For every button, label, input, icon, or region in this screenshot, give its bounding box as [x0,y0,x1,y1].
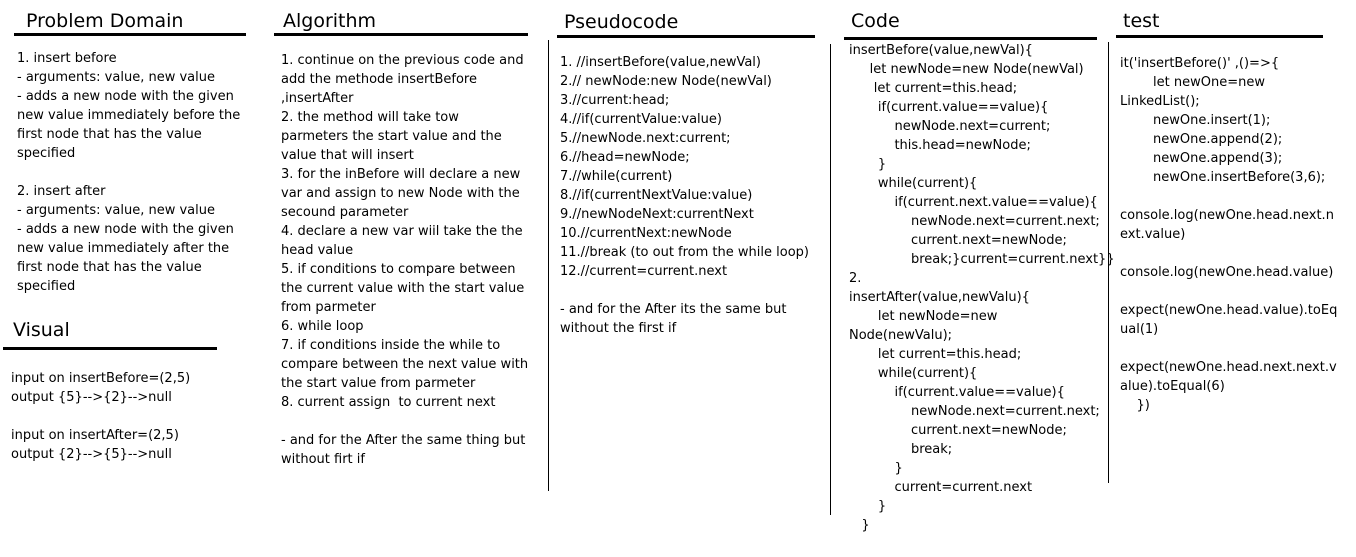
text-line: specified [17,146,76,161]
text-line: newNode.next=current.next; [849,404,1100,419]
text-line: 4.//if(currentValue:value) [560,112,722,127]
text-line: newNode.next=current; [849,119,1051,134]
text-line: Node(newValu); [849,328,953,343]
text-line [17,163,240,182]
text-line: output {5}-->{2}-->null [11,390,172,405]
text-line: this.head=newNode; [849,138,1031,153]
code-underline [844,37,1097,40]
pseudocode-text [560,53,809,338]
text-line: if(current.next.value==value){ [849,195,1098,210]
text-line: current.next=newNode; [849,233,1067,248]
text-line: first node that has the value [17,260,202,275]
text-line [1120,339,1337,358]
text-line: current=current.next [849,480,1033,495]
text-line: 9.//newNodeNext:currentNext [560,207,754,222]
text-line [281,412,528,431]
code-left-divider [830,44,831,515]
text-line: without firt if [281,452,365,467]
code-header: Code [851,10,900,32]
code-text [849,41,1115,535]
text-line: 5.//newNode.next:current; [560,131,731,146]
text-line: newOne.append(3); [1120,151,1283,166]
text-line: insertBefore(value,newVal){ [849,43,1033,58]
text-line: newOne.insertBefore(3,6); [1120,170,1326,185]
text-line: 8. current assign to current next [281,395,496,410]
text-line: if(current.value==value){ [849,385,1065,400]
pseudocode-left-divider [548,40,549,491]
visual-underline [3,347,217,350]
text-line: the current value with the start value [281,281,525,296]
text-line: LinkedList(); [1120,94,1200,109]
text-line [560,281,809,300]
text-line: 2. insert after [17,184,106,199]
text-line: 1. insert before [17,51,117,66]
text-line: - and for the After the same thing but [281,433,526,448]
text-line: }) [1120,398,1150,413]
text-line: console.log(newOne.head.next.n [1120,208,1334,223]
text-line: 2. the method will take tow [281,110,459,125]
text-line: } [849,499,887,514]
text-line: head value [281,243,354,258]
text-line: ext.value) [1120,227,1186,242]
problem-domain-underline [14,33,246,36]
text-line: expect(newOne.head.value).toEq [1120,303,1338,318]
text-line: secound parameter [281,205,409,220]
text-line: input on insertBefore=(2,5) [11,371,191,386]
text-line: } [849,157,887,172]
text-line: 3. for the inBefore will declare a new [281,167,521,182]
pseudocode-header: Pseudocode [564,11,679,33]
text-line: - arguments: value, new value [17,203,215,218]
text-line: insertAfter(value,newValu){ [849,290,1030,305]
text-line: let current=this.head; [849,347,1022,362]
text-line: 1. //insertBefore(value,newVal) [560,55,761,70]
text-line: 8.//if(currentNextValue:value) [560,188,753,203]
text-line: let current=this.head; [849,81,1018,96]
text-line: 7. if conditions inside the while to [281,338,501,353]
text-line: } [849,518,870,533]
text-line: new value immediately before the [17,108,241,123]
text-line: 1. continue on the previous code and [281,53,524,68]
text-line: newNode.next=current.next; [849,214,1100,229]
text-line: break; [849,442,953,457]
text-line: 2. [849,271,862,286]
text-line: 11.//break (to out from the while loop) [560,245,809,260]
text-line: 2.// newNode:new Node(newVal) [560,74,772,89]
text-line: while(current){ [849,176,978,191]
text-line: - adds a new node with the given [17,89,234,104]
algorithm-text [281,51,528,469]
text-line: new value immediately after the [17,241,230,256]
text-line: console.log(newOne.head.value) [1120,265,1334,280]
text-line: current.next=newNode; [849,423,1067,438]
text-line: 6.//head=newNode; [560,150,690,165]
text-line: while(current){ [849,366,978,381]
text-line: 5. if conditions to compare between [281,262,516,277]
text-line [11,407,190,426]
test-text [1120,54,1337,415]
text-line: let newNode=new Node(newVal) [849,62,1084,77]
text-line [1120,282,1337,301]
text-line: let newNode=new [849,309,998,324]
text-line: newOne.insert(1); [1120,113,1271,128]
text-line: from parmeter [281,300,376,315]
text-line: specified [17,279,76,294]
text-line: if(current.value==value){ [849,100,1049,115]
text-line: 4. declare a new var wiil take the the [281,224,523,239]
pseudocode-underline [557,35,815,38]
visual-text [11,369,190,464]
text-line: expect(newOne.head.next.next.v [1120,360,1337,375]
text-line: first node that has the value [17,127,202,142]
text-line: parmeters the start value and the [281,129,502,144]
test-header: test [1123,10,1160,32]
visual-header: Visual [13,319,70,341]
text-line: alue).toEqual(6) [1120,379,1225,394]
text-line: } [849,461,903,476]
text-line: var and assign to new Node with the [281,186,520,201]
text-line: add the methode insertBefore [281,72,477,87]
algorithm-underline [274,33,528,36]
text-line: - adds a new node with the given [17,222,234,237]
text-line: the start value from parmeter [281,376,476,391]
text-line: 12.//current=current.next [560,264,728,279]
text-line: input on insertAfter=(2,5) [11,428,179,443]
text-line: 6. while loop [281,319,364,334]
algorithm-header: Algorithm [283,10,377,32]
text-line: it('insertBefore()' ,()=>{ [1120,56,1280,71]
text-line: compare between the next value with [281,357,529,372]
problem-domain-text [17,49,240,296]
text-line: 10.//currentNext:newNode [560,226,732,241]
test-underline [1116,35,1323,38]
text-line: output {2}-->{5}-->null [11,447,172,462]
text-line [1120,187,1337,206]
text-line [1120,244,1337,263]
text-line: newOne.append(2); [1120,132,1283,147]
text-line: value that will insert [281,148,414,163]
problem-domain-header: Problem Domain [26,10,184,32]
text-line: break;}current=current.next}} [849,252,1115,267]
text-line: 7.//while(current) [560,169,673,184]
text-line: ual(1) [1120,322,1159,337]
text-line: ,insertAfter [281,91,354,106]
text-line: - arguments: value, new value [17,70,215,85]
text-line: let newOne=new [1120,75,1265,90]
text-line: - and for the After its the same but [560,302,787,317]
text-line: 3.//current:head; [560,93,670,108]
text-line: without the first if [560,321,677,336]
